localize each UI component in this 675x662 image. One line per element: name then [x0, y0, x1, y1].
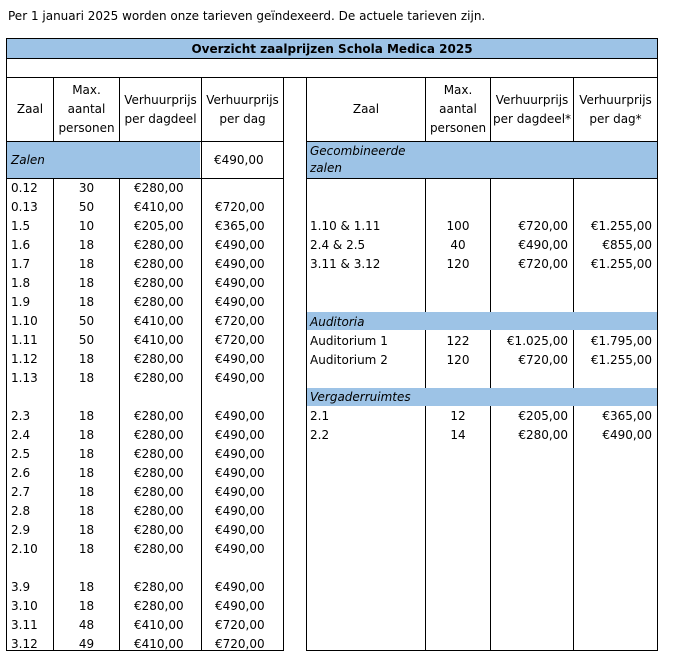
grid-line: [6, 38, 658, 39]
grid-line: [201, 77, 202, 651]
grid-line: [657, 77, 658, 651]
right-row-dagdeel: €205,00: [518, 409, 568, 423]
right-header-dagdeel_star: Verhuurprijs per dagdeel*: [492, 92, 572, 126]
right-row-zaal: Auditorium 1: [310, 334, 388, 348]
left-row-max: 18: [78, 409, 95, 423]
left-row-max: 50: [78, 333, 95, 347]
right-row-max: 120: [446, 353, 470, 367]
left-row-max: 18: [78, 352, 95, 366]
left-row-max: 18: [78, 257, 95, 271]
right-header-max: Max. aantal personen: [429, 83, 487, 135]
left-row-zaal: 2.10: [11, 542, 38, 556]
left-row-dag: €490,00: [215, 238, 265, 252]
left-row-max: 50: [78, 200, 95, 214]
right-row-max: 12: [450, 409, 466, 423]
left-row-zaal: 1.11: [11, 333, 38, 347]
left-row-dagdeel: €280,00: [134, 447, 184, 461]
left-row-dag: €490,00: [215, 371, 265, 385]
left-row-dag: €490,00: [215, 523, 265, 537]
left-row-dagdeel: €280,00: [134, 428, 184, 442]
left-row-max: 50: [78, 314, 95, 328]
left-row-dag: €720,00: [215, 618, 265, 632]
left-row-dagdeel: €280,00: [134, 295, 184, 309]
left-row-dag: €490,00: [215, 485, 265, 499]
right-row-dagdeel: €280,00: [518, 428, 568, 442]
left-row-dag: €720,00: [215, 314, 265, 328]
left-row-dagdeel: €280,00: [134, 409, 184, 423]
grid-line: [657, 38, 658, 78]
left-row-dag: €490,00: [215, 257, 265, 271]
left-row-zaal: 0.12: [11, 181, 38, 195]
left-row-dagdeel: €280,00: [134, 238, 184, 252]
right-row-max: 120: [446, 257, 470, 271]
left-row-dagdeel: €280,00: [134, 371, 184, 385]
section-vergader: Vergaderruimtes: [310, 390, 411, 404]
left-row-max: 18: [78, 523, 95, 537]
left-row-dagdeel: €280,00: [134, 485, 184, 499]
left-row-max: 18: [78, 542, 95, 556]
left-row-zaal: 1.5: [11, 219, 31, 233]
left-row-max: 10: [78, 219, 95, 233]
left-row-zaal: 3.11: [11, 618, 38, 632]
right-row-zaal: 3.11 & 3.12: [310, 257, 381, 271]
left-row-max: 18: [78, 580, 95, 594]
right-row-dag: €855,00: [602, 238, 652, 252]
left-row-dag: €365,00: [215, 219, 265, 233]
left-row-max: 18: [78, 238, 95, 252]
right-row-dagdeel: €1.025,00: [506, 334, 568, 348]
left-row-dag: €490,00: [215, 599, 265, 613]
left-row-max: 18: [78, 466, 95, 480]
left-row-dagdeel: €280,00: [134, 523, 184, 537]
left-row-max: 18: [78, 295, 95, 309]
left-row-dagdeel: €280,00: [134, 599, 184, 613]
left-row-dag: €490,00: [215, 542, 265, 556]
left-row-dag: €490,00: [215, 466, 265, 480]
left-row-dagdeel: €280,00: [134, 352, 184, 366]
left-row-dagdeel: €410,00: [134, 200, 184, 214]
left-row-dagdeel: €280,00: [134, 504, 184, 518]
section-combined: Gecombineerde zalen: [310, 144, 406, 175]
left-row-dagdeel: €410,00: [134, 618, 184, 632]
left-row-dag: €490,00: [215, 409, 265, 423]
left-row-dag: €720,00: [215, 333, 265, 347]
left-row-dagdeel: €205,00: [134, 219, 184, 233]
right-row-dag: €365,00: [602, 409, 652, 423]
left-header-dag: Verhuurprijs per dag: [206, 92, 279, 126]
intro-text: Per 1 januari 2025 worden onze tarieven geïndexeerd. De actuele tarieven zijn.: [8, 9, 486, 23]
section-auditoria: Auditoria: [310, 315, 365, 329]
left-row-max: 18: [78, 276, 95, 290]
right-row-max: 14: [450, 428, 466, 442]
grid-line: [283, 77, 284, 651]
left-row-dag: €490,00: [215, 352, 265, 366]
table-title: Overzicht zaalprijzen Schola Medica 2025: [191, 42, 473, 56]
left-row-dag: €720,00: [215, 637, 265, 651]
right-header-dag_star: Verhuurprijs per dag*: [579, 92, 652, 126]
right-row-max: 122: [446, 334, 470, 348]
grid-line: [6, 178, 284, 179]
left-row-max: 18: [78, 504, 95, 518]
right-row-dagdeel: €720,00: [518, 353, 568, 367]
left-row-dagdeel: €280,00: [134, 542, 184, 556]
left-row-zaal: 1.7: [11, 257, 31, 271]
left-row-zaal: 2.8: [11, 504, 31, 518]
left-row-zaal: 1.6: [11, 238, 31, 252]
left-row-zaal: 2.9: [11, 523, 31, 537]
left-row-dag: €490,00: [215, 295, 265, 309]
left-header-zaal: Zaal: [16, 102, 44, 116]
left-row-zaal: 3.12: [11, 637, 38, 651]
right-row-max: 100: [446, 219, 470, 233]
right-row-dag: €1.255,00: [590, 353, 652, 367]
right-row-zaal: 2.4 & 2.5: [310, 238, 366, 252]
left-row-max: 18: [78, 371, 95, 385]
left-row-zaal: 0.13: [11, 200, 38, 214]
left-header-max: Max. aantal personen: [58, 83, 115, 135]
left-row-zaal: 3.9: [11, 580, 31, 594]
section-zalen-price: €490,00: [214, 153, 264, 167]
left-row-zaal: 3.10: [11, 599, 38, 613]
right-row-dag: €1.795,00: [590, 334, 652, 348]
right-row-zaal: Auditorium 2: [310, 353, 388, 367]
left-row-dag: €490,00: [215, 580, 265, 594]
left-row-max: 18: [78, 599, 95, 613]
left-row-max: 48: [78, 618, 95, 632]
left-row-zaal: 1.13: [11, 371, 38, 385]
left-row-dagdeel: €280,00: [134, 466, 184, 480]
left-row-max: 18: [78, 447, 95, 461]
left-row-dag: €720,00: [215, 200, 265, 214]
left-row-zaal: 1.10: [11, 314, 38, 328]
left-row-max: 18: [78, 485, 95, 499]
left-row-dagdeel: €280,00: [134, 580, 184, 594]
left-row-max: 18: [78, 428, 95, 442]
left-row-dagdeel: €280,00: [134, 257, 184, 271]
left-row-max: 30: [78, 181, 95, 195]
left-header-dagdeel: Verhuurprijs per dagdeel: [124, 92, 197, 126]
right-header-zaal: Zaal: [352, 102, 380, 116]
left-row-dag: €490,00: [215, 428, 265, 442]
left-row-zaal: 2.4: [11, 428, 31, 442]
right-row-zaal: 2.2: [310, 428, 330, 442]
grid-line: [6, 58, 658, 59]
left-row-dagdeel: €280,00: [134, 276, 184, 290]
left-row-zaal: 1.12: [11, 352, 38, 366]
left-row-zaal: 1.8: [11, 276, 31, 290]
right-row-dag: €1.255,00: [590, 219, 652, 233]
left-row-zaal: 2.6: [11, 466, 31, 480]
grid-line: [306, 650, 658, 651]
left-row-zaal: 2.5: [11, 447, 31, 461]
right-row-dagdeel: €720,00: [518, 257, 568, 271]
right-row-dag: €490,00: [602, 428, 652, 442]
grid-line: [306, 178, 658, 179]
right-row-zaal: 2.1: [310, 409, 330, 423]
left-row-dag: €490,00: [215, 504, 265, 518]
right-row-max: 40: [450, 238, 466, 252]
left-row-zaal: 2.7: [11, 485, 31, 499]
left-row-dagdeel: €410,00: [134, 314, 184, 328]
right-row-dagdeel: €490,00: [518, 238, 568, 252]
left-row-dagdeel: €410,00: [134, 333, 184, 347]
left-row-dag: €490,00: [215, 447, 265, 461]
left-row-max: 49: [78, 637, 95, 651]
left-row-zaal: 2.3: [11, 409, 31, 423]
left-row-dagdeel: €280,00: [134, 181, 184, 195]
right-row-dag: €1.255,00: [590, 257, 652, 271]
section-zalen: Zalen: [11, 153, 45, 167]
left-row-dagdeel: €410,00: [134, 637, 184, 651]
left-row-dag: €490,00: [215, 276, 265, 290]
left-row-zaal: 1.9: [11, 295, 31, 309]
right-row-zaal: 1.10 & 1.11: [310, 219, 381, 233]
right-row-dagdeel: €720,00: [518, 219, 568, 233]
